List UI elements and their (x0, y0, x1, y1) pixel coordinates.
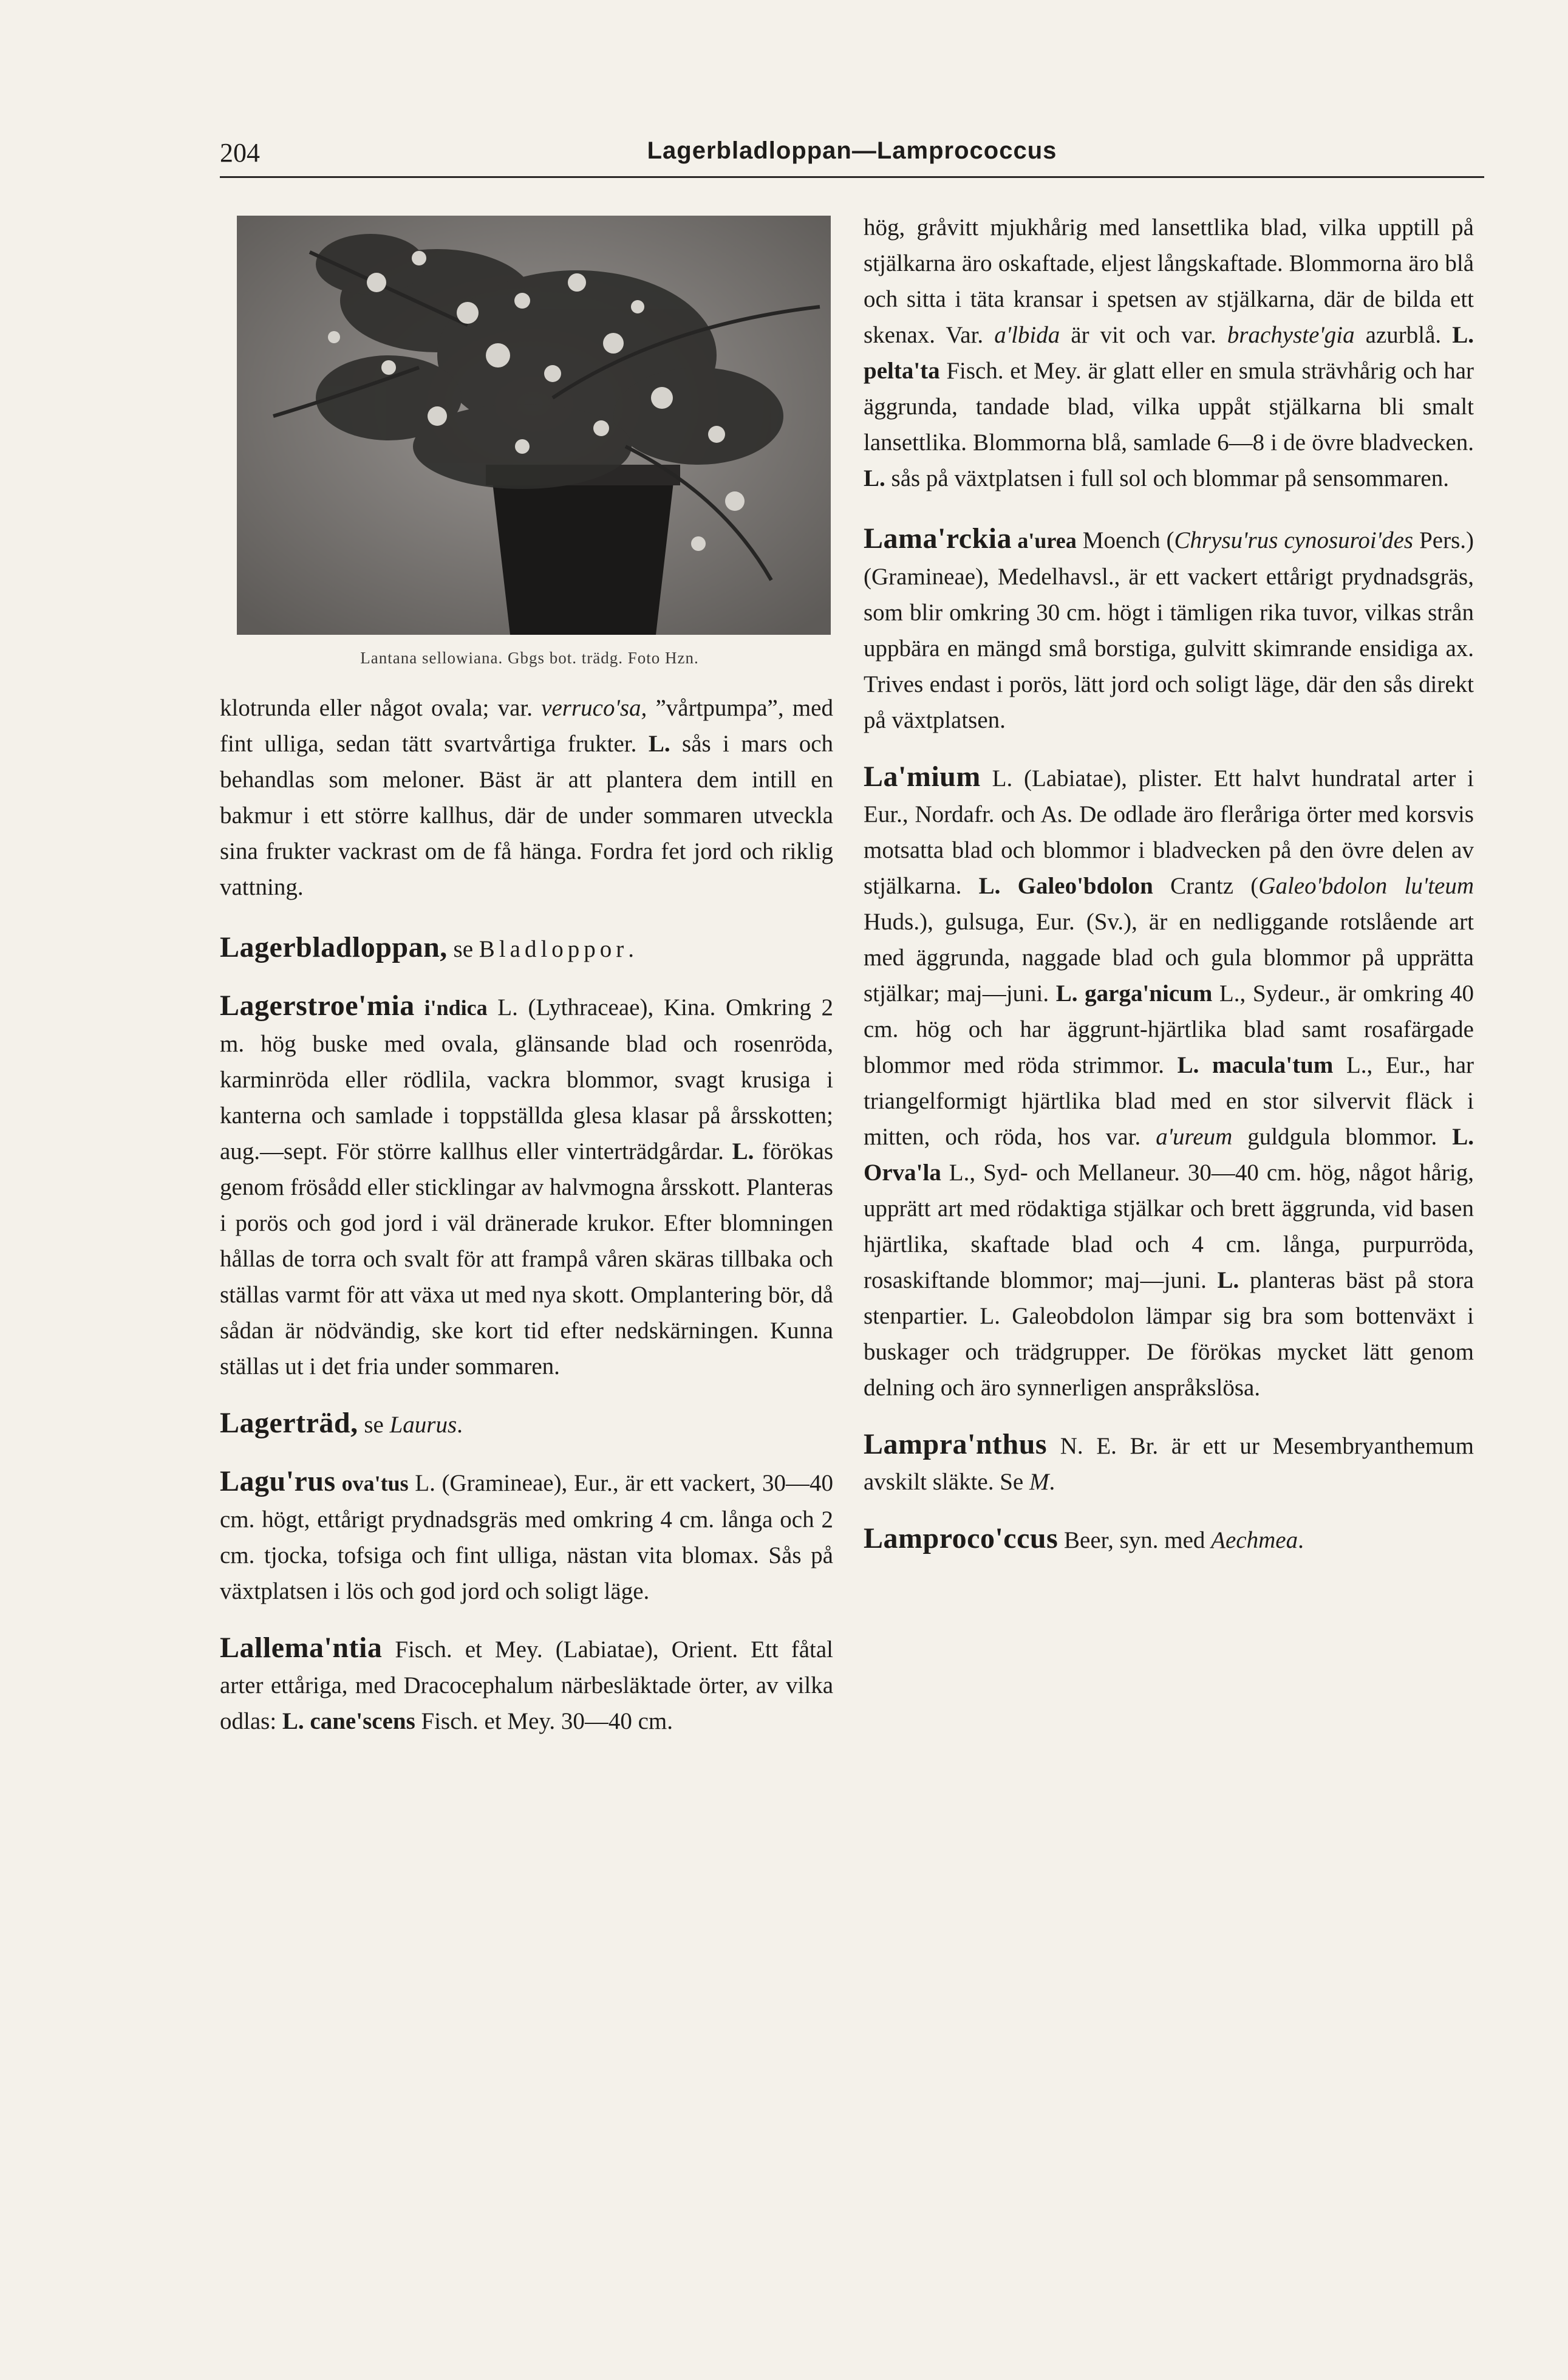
text-run: Beer, syn. med (1058, 1527, 1212, 1553)
continuation-paragraph (864, 210, 1474, 496)
cross-reference: M (1029, 1469, 1049, 1495)
text-run: Pers.) (Gramineae), Medelhavsl., är ett vackert ettårigt prydnadsgräs, som blir omkring 30 cm. högt i tämligen rika tuvor, vilkas strån uppbära en mängd små borstiga, gulvitt skimrande ensidiga ax. Trives endast i porös, lätt jord och soligt läge, där den sås direkt på växtplatsen. (864, 527, 1474, 733)
variety-name: a'ureum (1156, 1124, 1233, 1150)
text-run: förökas genom frösådd eller sticklingar av halvmogna årsskott. Planteras i porös och god jord i väl dränerade krukor. Efter blomningen hållas de torra och svalt för att frampå våren skäras tillbaka och ställas varmt för att växa ut med nya skott. Omplantering bör, då sådan är nödvändig, ske kort tid efter nedskärningen. Kunna ställas ut i det fria under sommaren. (220, 1138, 833, 1380)
text-run: L. (Labiatae), plister. Ett halvt hundratal arter i Eur., Nordafr. och As. De odlade äro fleråriga örter med korsvis motsatta blad och blommor i bladvecken på den övre delen av stjälkarna. (864, 765, 1474, 899)
genus-abbrev: L. (864, 465, 885, 491)
entry-paragraph (220, 988, 833, 1384)
entry-lamprococcus (864, 1520, 1474, 1558)
entry-lagurus (220, 1463, 833, 1609)
species-name: i'ndica (414, 996, 488, 1020)
variety-name: a'lbida (994, 322, 1060, 348)
text-run: N. E. Br. är ett ur Mesembryanthemum avskilt släkte. Se (864, 1433, 1474, 1495)
continuation-text (220, 690, 833, 905)
header-rule (220, 176, 1484, 178)
species-name: ova'tus (335, 1471, 409, 1496)
text-run: . (628, 936, 635, 962)
cross-reference: Aechmea (1211, 1527, 1298, 1553)
entry-lallemantia (220, 1630, 833, 1739)
text-run: sås på växtplatsen i full sol och blommar på sensommaren. (885, 465, 1449, 491)
plant-photograph (237, 216, 831, 635)
text-run: ”vårtpumpa”, med fint ulliga, sedan tätt svartvårtiga frukter. (220, 695, 833, 757)
entry-paragraph (220, 1630, 833, 1739)
text-run: Moench ( (1076, 527, 1174, 553)
entry-headword: Lamproco'ccus (864, 1522, 1058, 1554)
entry-paragraph (864, 1426, 1474, 1500)
text-run: är vit och var. (1060, 322, 1227, 348)
entry-headword: Lampra'nthus (864, 1428, 1048, 1460)
entry-headword: Lagerstroe'mia (220, 990, 415, 1022)
potted-plant-image (237, 216, 831, 635)
text-run: . (1298, 1527, 1304, 1553)
text-run: L. (Gramineae), Eur., är ett vackert, 30—40 cm. högt, ettårigt prydnadsgräs med omkring 4 cm. långa och 2 cm. tjocka, tofsiga och fint ulliga, nästan vita blomax. Sås på växtplatsen i lös och god jord och soligt läge. (220, 1470, 833, 1604)
right-column (864, 210, 1474, 1579)
species-name: a'urea (1012, 528, 1077, 553)
entry-paragraph (220, 929, 833, 967)
species-name: L. garga'nicum (1055, 980, 1213, 1007)
text-run: sås i mars och behandlas som meloner. Bäst är att plantera dem intill en bakmur i ett större kallhus, där de under sommaren utveckla sina frukter vackrast om de få hänga. Fordra fet jord och riklig vattning. (220, 731, 834, 900)
entry-lagerstroemia (220, 988, 833, 1384)
entry-lamium (864, 759, 1474, 1406)
species-name: L. Galeo'bdolon (978, 873, 1153, 899)
running-head: Lagerbladloppan—Lamprococcus (647, 137, 1057, 164)
entry-lamarckia (864, 521, 1474, 738)
text-run: L. (Lythraceae), Kina. Omkring 2 m. hög buske med ovala, glänsande blad och rosenröda, karminröda eller rödlila, vackra blommor, svagt krusiga i kanterna och samlade i toppställda glesa klasar på årsskotten; aug.—sept. För större kallhus eller vinterträdgårdar. (220, 994, 833, 1164)
text-run: L., Sydeur., är omkring 40 cm. hög och har äggrunt-hjärtlika blad samt rosafärgade blommor med röda strimmor. (864, 980, 1474, 1078)
continuation-text (864, 210, 1474, 496)
entry-headword: Lama'rckia (864, 522, 1012, 555)
entry-paragraph (864, 759, 1474, 1406)
page-header (220, 135, 1484, 177)
entry-lagerbladloppan (220, 929, 833, 967)
entry-headword: Lagu'rus (220, 1465, 336, 1497)
continuation-paragraph (220, 690, 833, 905)
species-name: L. Orva'la (864, 1124, 1474, 1186)
text-run: . (457, 1412, 463, 1438)
text-run: planteras bäst på stora stenpartier. L. Galeobdolon lämpar sig bra som bottenväxt i buskager och trädgrupper. De förökas mycket lätt genom delning och äro synnerligen anspråkslösa. (864, 1267, 1474, 1401)
entry-paragraph (864, 521, 1474, 738)
species-name: L. macula'tum (1177, 1052, 1334, 1078)
cross-reference: Bladloppor (479, 936, 629, 962)
synonym-name: Chrysu'rus cynosuroi'des (1174, 527, 1414, 553)
genus-abbrev: L. (1217, 1267, 1239, 1293)
text-run: L., Eur., har triangelformigt hjärtlika blad med en stor silvervit fläck i mitten, och röda, hos var. (864, 1052, 1474, 1150)
entry-headword: Lagerbladloppan, (220, 931, 448, 963)
entry-paragraph (220, 1405, 833, 1443)
text-run: se (358, 1412, 390, 1438)
text-run: klotrunda eller något ovala; var. (220, 695, 542, 721)
entry-paragraph (220, 1463, 833, 1609)
text-run: L., Syd- och Mellaneur. 30—40 cm. hög, något hårig, upprätt art med rödaktiga stjälkar och brett äggrunda, vid basen hjärtlika, skaftade blad och 4 cm. långa, purpurröda, rosaskiftande blommor; maj—juni. (864, 1160, 1474, 1293)
entry-headword: Lallema'ntia (220, 1632, 383, 1664)
text-run: se (447, 936, 479, 962)
text-run: . (1049, 1469, 1055, 1495)
variety-name: verruco'sa, (541, 695, 647, 721)
text-run: Huds.), gulsuga, Eur. (Sv.), är en nedliggande rotslående art med äggrunda, naggade blad och gula blommor på upprätta stjälkar; maj—juni. (864, 909, 1474, 1007)
species-name: L. pelta'ta (864, 322, 1474, 384)
genus-abbrev: L. (648, 731, 670, 757)
entry-headword: La'mium (864, 761, 981, 793)
left-column (220, 690, 833, 1760)
page-number: 204 (220, 138, 260, 168)
text-run: guldgula blommor. (1232, 1124, 1453, 1150)
cross-reference: Laurus (389, 1412, 457, 1438)
synonym-name: Galeo'bdolon lu'teum (1258, 873, 1474, 899)
text-run: azurblå. (1354, 322, 1453, 348)
variety-name: brachyste'gia (1227, 322, 1355, 348)
entry-headword: Lagerträd, (220, 1407, 358, 1439)
species-name: L. cane'scens (282, 1708, 415, 1734)
genus-abbrev: L. (732, 1138, 754, 1164)
entry-lagertrad (220, 1405, 833, 1443)
text-run: Fisch. et Mey. 30—40 cm. (415, 1708, 673, 1734)
entry-lampranthus (864, 1426, 1474, 1500)
text-run: hög, gråvitt mjukhårig med lansettlika blad, vilka upptill på stjälkarna äro oskaftade, eljest långskaftade. Blommorna äro blå och sitta i täta kransar i spetsen av stjälkarna, där de bilda ett skenax. Var. (864, 214, 1474, 348)
text-run: Fisch. et Mey. (Labiatae), Orient. Ett fåtal arter ettåriga, med Dracocephalum närbesläktade örter, av vilka odlas: (220, 1636, 833, 1734)
entry-paragraph (864, 1520, 1474, 1558)
text-run: Fisch. et Mey. är glatt eller en smula strävhårig och har äggrunda, tandade blad, vilka uppåt stjälkarna bli smalt lansettlika. Blommorna blå, samlade 6—8 i de övre bladvecken. (864, 358, 1474, 456)
figure-caption: Lantana sellowiana. Gbgs bot. trädg. Foto Hzn. (360, 649, 699, 667)
text-run: Crantz ( (1153, 873, 1259, 899)
